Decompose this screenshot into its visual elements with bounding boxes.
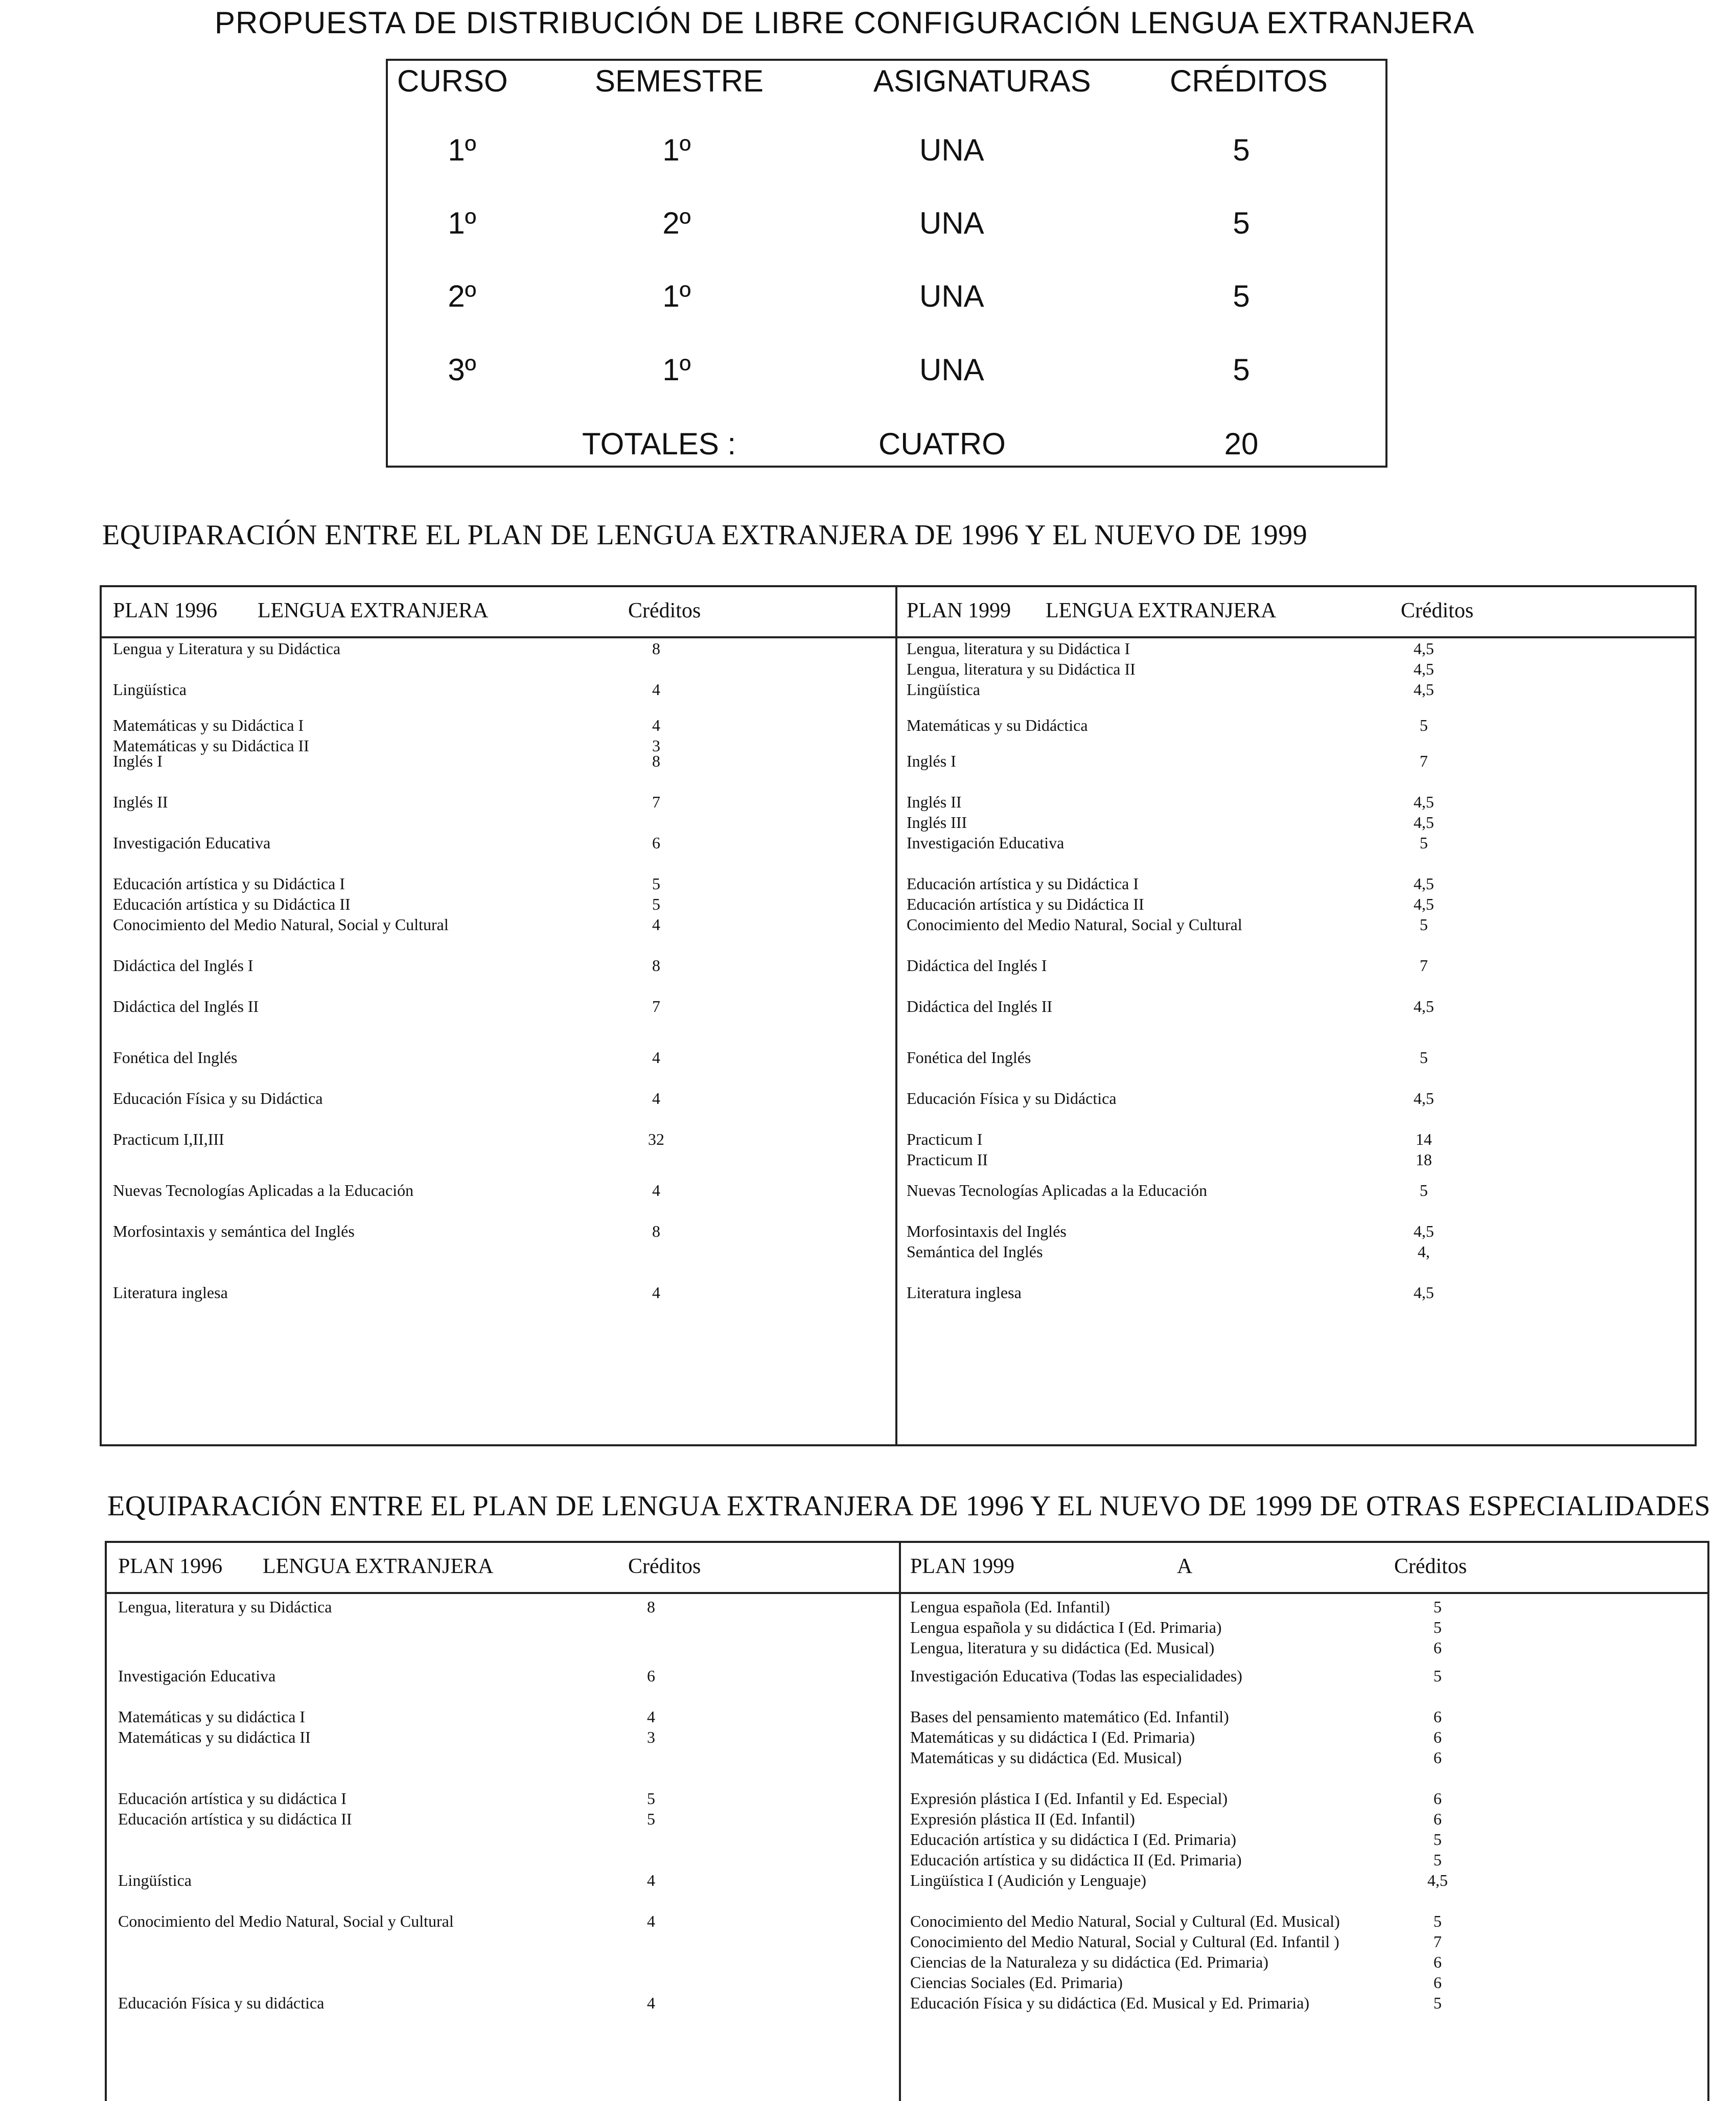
subject-credits: 5 bbox=[652, 895, 660, 913]
subject-line bbox=[897, 996, 1695, 1017]
table-row bbox=[897, 715, 1695, 735]
subject-name: Educación artística y su didáctica I bbox=[118, 1789, 346, 1808]
area-label: LENGUA EXTRANJERA bbox=[1046, 599, 1277, 622]
table-row bbox=[901, 1788, 1707, 1870]
subject-name: Didáctica del Inglés II bbox=[907, 997, 1053, 1015]
subject-line bbox=[901, 1809, 1707, 1829]
subject-credits: 4 bbox=[647, 1871, 655, 1889]
subject-name: Educación artística y su Didáctica II bbox=[907, 895, 1144, 913]
subject-name: Educación artística y su Didáctica I bbox=[907, 874, 1139, 893]
subject-credits: 4,5 bbox=[1414, 1089, 1434, 1107]
header-creditos: CRÉDITOS bbox=[1170, 64, 1328, 98]
subject-line bbox=[897, 1129, 1695, 1149]
subject-line bbox=[897, 1088, 1695, 1109]
subject-name: Inglés III bbox=[907, 813, 967, 832]
subject-line bbox=[897, 894, 1695, 914]
credits-label: Créditos bbox=[1394, 1555, 1467, 1578]
table-row bbox=[107, 1870, 899, 1890]
subject-line bbox=[897, 792, 1695, 812]
table-row bbox=[897, 955, 1695, 976]
subject-line bbox=[897, 1149, 1695, 1170]
subject-credits: 6 bbox=[1433, 1728, 1442, 1746]
cell-curso: 3º bbox=[448, 353, 476, 387]
subject-credits: 4,5 bbox=[1427, 1871, 1448, 1889]
table-row bbox=[897, 638, 1695, 679]
subject-line bbox=[107, 1727, 899, 1747]
table-row bbox=[897, 833, 1695, 853]
subject-line bbox=[102, 1180, 895, 1200]
subject-credits: 32 bbox=[648, 1130, 664, 1148]
subject-line bbox=[897, 1221, 1695, 1241]
table-row bbox=[102, 914, 895, 935]
cell-semestre: 1º bbox=[662, 133, 691, 167]
table-row bbox=[102, 1221, 895, 1241]
table-row bbox=[102, 715, 895, 756]
table-row bbox=[897, 792, 1695, 833]
subject-credits: 6 bbox=[1433, 1638, 1442, 1657]
subject-line bbox=[107, 1706, 899, 1727]
proposal-totals-row bbox=[388, 424, 1385, 465]
subject-credits: 5 bbox=[1433, 1912, 1442, 1930]
subject-line bbox=[102, 715, 895, 735]
subject-name: Didáctica del Inglés II bbox=[113, 997, 259, 1015]
subject-credits: 8 bbox=[647, 1598, 655, 1616]
header-semestre: SEMESTRE bbox=[595, 64, 764, 98]
subject-credits: 4 bbox=[652, 1283, 660, 1302]
subject-name: Lengua, literatura y su Didáctica bbox=[118, 1598, 332, 1616]
table-row bbox=[901, 1597, 1707, 1658]
subject-name: Conocimiento del Medio Natural, Social y Cultural bbox=[113, 915, 449, 934]
subject-credits: 4,5 bbox=[1414, 997, 1434, 1015]
subject-credits: 18 bbox=[1416, 1150, 1432, 1169]
subject-line bbox=[897, 1282, 1695, 1303]
subject-line bbox=[107, 1788, 899, 1809]
subject-line bbox=[102, 792, 895, 812]
subject-credits: 5 bbox=[1433, 1851, 1442, 1869]
subject-line bbox=[897, 638, 1695, 659]
cell-asignaturas: UNA bbox=[919, 279, 984, 313]
cell-curso: 2º bbox=[448, 279, 476, 313]
subject-name: Educación artística y su didáctica II bbox=[118, 1810, 352, 1828]
subject-credits: 8 bbox=[652, 752, 660, 770]
cell-curso: 1º bbox=[448, 206, 476, 240]
cell-creditos: 5 bbox=[1233, 206, 1250, 240]
subject-credits: 4,5 bbox=[1414, 1222, 1434, 1240]
subject-line bbox=[102, 1047, 895, 1068]
proposal-row bbox=[388, 203, 1385, 244]
header-asignaturas: ASIGNATURAS bbox=[873, 64, 1091, 98]
subject-line bbox=[901, 1666, 1707, 1686]
cell-semestre: 1º bbox=[662, 279, 691, 313]
subject-name: Morfosintaxis y semántica del Inglés bbox=[113, 1222, 355, 1240]
subject-line bbox=[897, 1047, 1695, 1068]
table-row bbox=[901, 1993, 1707, 2013]
cell-asignaturas: UNA bbox=[919, 133, 984, 167]
subject-name: Matemáticas y su Didáctica II bbox=[113, 736, 309, 755]
subject-name: Lingüística bbox=[118, 1871, 192, 1889]
subject-line bbox=[901, 1706, 1707, 1727]
subject-name: Lengua española y su didáctica I (Ed. Primaria) bbox=[910, 1618, 1222, 1636]
cell-asignaturas: UNA bbox=[919, 353, 984, 387]
subject-name: Lengua, literatura y su didáctica (Ed. Musical) bbox=[910, 1638, 1215, 1657]
subject-line bbox=[107, 1597, 899, 1617]
subject-name: Didáctica del Inglés I bbox=[113, 956, 253, 975]
table-row bbox=[901, 1870, 1707, 1890]
subject-line bbox=[102, 833, 895, 853]
subject-line bbox=[897, 914, 1695, 935]
subject-credits: 8 bbox=[652, 956, 660, 975]
table-row bbox=[102, 679, 895, 700]
subject-name: Lengua española (Ed. Infantil) bbox=[910, 1598, 1110, 1616]
totals-label: TOTALES : bbox=[582, 427, 736, 461]
subject-line bbox=[901, 1870, 1707, 1890]
table-row bbox=[102, 1282, 895, 1303]
subject-name: Bases del pensamiento matemático (Ed. Infantil) bbox=[910, 1707, 1229, 1726]
subject-line bbox=[901, 1993, 1707, 2013]
table-row bbox=[897, 873, 1695, 914]
subject-line bbox=[897, 812, 1695, 833]
subject-line bbox=[901, 1931, 1707, 1952]
subject-name: Literatura inglesa bbox=[907, 1283, 1022, 1302]
credits-label: Créditos bbox=[628, 1555, 701, 1578]
subject-credits: 4,5 bbox=[1414, 793, 1434, 811]
proposal-row bbox=[388, 350, 1385, 390]
plan-1996-column bbox=[107, 1543, 899, 2101]
cell-curso: 1º bbox=[448, 133, 476, 167]
subject-credits: 4,5 bbox=[1414, 895, 1434, 913]
subject-line bbox=[897, 873, 1695, 894]
subject-credits: 6 bbox=[1433, 1748, 1442, 1767]
subject-name: Matemáticas y su Didáctica I bbox=[113, 716, 304, 734]
subject-line bbox=[897, 1180, 1695, 1200]
subject-name: Educación Física y su didáctica bbox=[118, 1994, 325, 2012]
table-row bbox=[897, 1282, 1695, 1303]
subject-credits: 7 bbox=[1420, 752, 1428, 770]
subject-credits: 5 bbox=[1420, 1048, 1428, 1067]
subject-credits: 5 bbox=[1433, 1994, 1442, 2012]
subject-line bbox=[107, 1666, 899, 1686]
subject-line bbox=[102, 1282, 895, 1303]
subject-name: Conocimiento del Medio Natural, Social y Cultural bbox=[118, 1912, 454, 1930]
table-row bbox=[102, 1047, 895, 1068]
table-row bbox=[102, 996, 895, 1017]
subject-name: Conocimiento del Medio Natural, Social y Cultural (Ed. Musical) bbox=[910, 1912, 1340, 1930]
subject-line bbox=[901, 1829, 1707, 1850]
table-row bbox=[102, 873, 895, 914]
table-row bbox=[897, 996, 1695, 1017]
subject-line bbox=[102, 679, 895, 700]
subject-credits: 5 bbox=[647, 1810, 655, 1828]
table-row bbox=[901, 1706, 1707, 1768]
subject-credits: 4 bbox=[647, 1994, 655, 2012]
table-row bbox=[897, 1047, 1695, 1068]
table-row bbox=[897, 914, 1695, 935]
subject-line bbox=[901, 1972, 1707, 1993]
subject-credits: 6 bbox=[1433, 1707, 1442, 1726]
subject-line bbox=[901, 1727, 1707, 1747]
table-row bbox=[107, 1788, 899, 1829]
subject-line bbox=[102, 751, 895, 771]
subject-credits: 4,5 bbox=[1414, 660, 1434, 678]
plan-1999-column bbox=[901, 1543, 1707, 2101]
subject-name: Inglés I bbox=[113, 752, 163, 770]
proposal-row bbox=[388, 276, 1385, 317]
cell-semestre: 2º bbox=[662, 206, 691, 240]
subject-name: Expresión plástica II (Ed. Infantil) bbox=[910, 1810, 1135, 1828]
table-row bbox=[897, 751, 1695, 771]
subject-credits: 3 bbox=[647, 1728, 655, 1746]
subject-line bbox=[102, 894, 895, 914]
subject-name: Investigación Educativa bbox=[113, 834, 271, 852]
subject-line bbox=[897, 715, 1695, 735]
plan-1996-header bbox=[107, 1543, 899, 1594]
subject-line bbox=[897, 751, 1695, 771]
table-row bbox=[901, 1911, 1707, 1993]
subject-credits: 6 bbox=[1433, 1973, 1442, 1992]
subject-credits: 4,5 bbox=[1414, 1283, 1434, 1302]
subject-name: Practicum II bbox=[907, 1150, 988, 1169]
table-row bbox=[102, 792, 895, 812]
subject-name: Conocimiento del Medio Natural, Social y Cultural bbox=[907, 915, 1242, 934]
subject-credits: 14 bbox=[1416, 1130, 1432, 1148]
subject-credits: 3 bbox=[652, 736, 660, 755]
subject-line bbox=[102, 638, 895, 659]
subject-line bbox=[102, 955, 895, 976]
subject-name: Conocimiento del Medio Natural, Social y Cultural (Ed. Infantil ) bbox=[910, 1932, 1339, 1951]
subject-line bbox=[901, 1952, 1707, 1972]
subject-name: Practicum I,II,III bbox=[113, 1130, 224, 1148]
area-label: LENGUA EXTRANJERA bbox=[263, 1555, 494, 1578]
table-row bbox=[901, 1666, 1707, 1686]
plan-label: PLAN 1999 bbox=[907, 599, 1011, 622]
subject-line bbox=[102, 1088, 895, 1109]
subject-line bbox=[897, 1241, 1695, 1262]
subject-credits: 5 bbox=[1420, 1181, 1428, 1199]
subject-credits: 4 bbox=[652, 915, 660, 934]
subject-name: Lengua y Literatura y su Didáctica bbox=[113, 639, 341, 658]
subject-line bbox=[901, 1788, 1707, 1809]
proposal-table bbox=[386, 59, 1387, 468]
subject-name: Lengua, literatura y su Didáctica II bbox=[907, 660, 1136, 678]
subject-line bbox=[901, 1850, 1707, 1870]
comparison1-table bbox=[100, 585, 1697, 1446]
table-row bbox=[102, 751, 895, 771]
subject-name: Fonética del Inglés bbox=[907, 1048, 1031, 1067]
subject-name: Ciencias de la Naturaleza y su didáctica (Ed. Primaria) bbox=[910, 1953, 1269, 1971]
subject-name: Educación Física y su didáctica (Ed. Musical y Ed. Primaria) bbox=[910, 1994, 1310, 2012]
table-row bbox=[102, 1088, 895, 1109]
comparison2-table bbox=[105, 1541, 1709, 2101]
subject-name: Didáctica del Inglés I bbox=[907, 956, 1047, 975]
subject-line bbox=[102, 914, 895, 935]
subject-line bbox=[102, 1221, 895, 1241]
cell-semestre: 1º bbox=[662, 353, 691, 387]
plan-1996-column bbox=[102, 587, 895, 1444]
subject-name: Semántica del Inglés bbox=[907, 1242, 1043, 1261]
subject-credits: 8 bbox=[652, 639, 660, 658]
subject-name: Investigación Educativa (Todas las especialidades) bbox=[910, 1667, 1242, 1685]
subject-credits: 7 bbox=[1420, 956, 1428, 975]
table-row bbox=[107, 1993, 899, 2013]
credits-label: Créditos bbox=[1401, 599, 1474, 622]
plan-1996-header bbox=[102, 587, 895, 638]
subject-credits: 4 bbox=[652, 1181, 660, 1199]
subject-credits: 5 bbox=[1420, 834, 1428, 852]
subject-credits: 5 bbox=[1433, 1598, 1442, 1616]
subject-name: Investigación Educativa bbox=[118, 1667, 276, 1685]
subject-credits: 8 bbox=[652, 1222, 660, 1240]
subject-name: Lingüística bbox=[113, 680, 187, 699]
table-row bbox=[102, 1180, 895, 1200]
subject-name: Educación artística y su didáctica I (Ed. Primaria) bbox=[910, 1830, 1236, 1849]
subject-line bbox=[901, 1617, 1707, 1637]
header-curso: CURSO bbox=[397, 64, 508, 98]
subject-line bbox=[901, 1747, 1707, 1768]
subject-credits: 6 bbox=[652, 834, 660, 852]
subject-credits: 4,5 bbox=[1414, 680, 1434, 699]
table-row bbox=[897, 1129, 1695, 1170]
cell-creditos: 5 bbox=[1233, 279, 1250, 313]
subject-line bbox=[901, 1597, 1707, 1617]
subject-credits: 4,5 bbox=[1414, 874, 1434, 893]
totals-credits: 20 bbox=[1224, 427, 1259, 461]
subject-line bbox=[107, 1809, 899, 1829]
table-row bbox=[107, 1911, 899, 1931]
subject-credits: 4 bbox=[652, 1089, 660, 1107]
subject-credits: 5 bbox=[1420, 716, 1428, 734]
subject-credits: 4 bbox=[652, 680, 660, 699]
subject-name: Educación artística y su Didáctica II bbox=[113, 895, 351, 913]
subject-credits: 5 bbox=[652, 874, 660, 893]
subject-name: Matemáticas y su didáctica I (Ed. Primaria) bbox=[910, 1728, 1195, 1746]
subject-name: Investigación Educativa bbox=[907, 834, 1064, 852]
plan-1999-header bbox=[897, 587, 1695, 638]
subject-name: Fonética del Inglés bbox=[113, 1048, 238, 1067]
subject-credits: 5 bbox=[1433, 1830, 1442, 1849]
proposal-row bbox=[388, 130, 1385, 171]
table-row bbox=[897, 1088, 1695, 1109]
subject-credits: 5 bbox=[1433, 1667, 1442, 1685]
subject-line bbox=[102, 996, 895, 1017]
subject-line bbox=[107, 1911, 899, 1931]
totals-subjects: CUATRO bbox=[878, 427, 1006, 461]
subject-name: Nuevas Tecnologías Aplicadas a la Educación bbox=[907, 1181, 1208, 1199]
subject-credits: 6 bbox=[1433, 1810, 1442, 1828]
table-row bbox=[102, 1129, 895, 1149]
subject-credits: 4 bbox=[647, 1912, 655, 1930]
subject-name: Morfosintaxis del Inglés bbox=[907, 1222, 1067, 1240]
cell-creditos: 5 bbox=[1233, 353, 1250, 387]
plan-1999-column bbox=[897, 587, 1695, 1444]
table-row bbox=[107, 1666, 899, 1686]
subject-credits: 4, bbox=[1418, 1242, 1430, 1261]
subject-name: Inglés I bbox=[907, 752, 956, 770]
subject-name: Lingüística bbox=[907, 680, 980, 699]
subject-name: Educación Física y su Didáctica bbox=[907, 1089, 1117, 1107]
plan-label: PLAN 1999 bbox=[910, 1555, 1015, 1578]
subject-credits: 4 bbox=[647, 1707, 655, 1726]
comparison2-title: EQUIPARACIÓN ENTRE EL PLAN DE LENGUA EXTRANJERA DE 1996 Y EL NUEVO DE 1999 DE OTRAS ESPECIALIDADES bbox=[107, 1490, 1711, 1522]
subject-name: Matemáticas y su Didáctica bbox=[907, 716, 1088, 734]
plan-1999-header bbox=[901, 1543, 1707, 1594]
subject-line bbox=[897, 659, 1695, 679]
subject-name: Literatura inglesa bbox=[113, 1283, 228, 1302]
table-row bbox=[102, 955, 895, 976]
table-row bbox=[897, 1180, 1695, 1200]
table-row bbox=[107, 1597, 899, 1617]
subject-line bbox=[107, 1993, 899, 2013]
subject-name: Matemáticas y su didáctica II bbox=[118, 1728, 311, 1746]
subject-line bbox=[102, 873, 895, 894]
subject-credits: 4,5 bbox=[1414, 813, 1434, 832]
subject-name: Ciencias Sociales (Ed. Primaria) bbox=[910, 1973, 1123, 1992]
subject-name: Educación Física y su Didáctica bbox=[113, 1089, 323, 1107]
subject-name: Matemáticas y su didáctica (Ed. Musical) bbox=[910, 1748, 1182, 1767]
subject-line bbox=[102, 1129, 895, 1149]
subject-line bbox=[897, 955, 1695, 976]
area-label: A bbox=[1177, 1555, 1193, 1578]
subject-credits: 4,5 bbox=[1414, 639, 1434, 658]
cell-creditos: 5 bbox=[1233, 133, 1250, 167]
subject-credits: 7 bbox=[652, 997, 660, 1015]
subject-credits: 6 bbox=[1433, 1953, 1442, 1971]
plan-label: PLAN 1996 bbox=[113, 599, 218, 622]
subject-name: Nuevas Tecnologías Aplicadas a la Educación bbox=[113, 1181, 414, 1199]
comparison1-title: EQUIPARACIÓN ENTRE EL PLAN DE LENGUA EXTRANJERA DE 1996 Y EL NUEVO DE 1999 bbox=[102, 519, 1308, 551]
proposal-header-row bbox=[388, 61, 1385, 102]
subject-name: Matemáticas y su didáctica I bbox=[118, 1707, 306, 1726]
subject-line bbox=[897, 679, 1695, 700]
credits-label: Créditos bbox=[628, 599, 701, 622]
table-row bbox=[107, 1706, 899, 1747]
subject-credits: 6 bbox=[1433, 1789, 1442, 1808]
subject-line bbox=[901, 1911, 1707, 1931]
subject-credits: 5 bbox=[1420, 915, 1428, 934]
cell-asignaturas: UNA bbox=[919, 206, 984, 240]
table-row bbox=[897, 679, 1695, 700]
subject-name: Practicum I bbox=[907, 1130, 983, 1148]
plan-label: PLAN 1996 bbox=[118, 1555, 223, 1578]
subject-credits: 5 bbox=[1433, 1618, 1442, 1636]
table-row bbox=[102, 833, 895, 853]
proposal-title: PROPUESTA DE DISTRIBUCIÓN DE LIBRE CONFIGURACIÓN LENGUA EXTRANJERA bbox=[215, 6, 1475, 40]
subject-line bbox=[897, 833, 1695, 853]
subject-line bbox=[901, 1637, 1707, 1658]
subject-credits: 5 bbox=[647, 1789, 655, 1808]
subject-credits: 4 bbox=[652, 716, 660, 734]
table-row bbox=[897, 1221, 1695, 1262]
table-row bbox=[102, 638, 895, 659]
subject-line bbox=[107, 1870, 899, 1890]
subject-name: Inglés II bbox=[907, 793, 962, 811]
subject-name: Lengua, literatura y su Didáctica I bbox=[907, 639, 1130, 658]
area-label: LENGUA EXTRANJERA bbox=[258, 599, 489, 622]
subject-name: Inglés II bbox=[113, 793, 168, 811]
subject-credits: 7 bbox=[1433, 1932, 1442, 1951]
subject-credits: 4 bbox=[652, 1048, 660, 1067]
subject-credits: 7 bbox=[652, 793, 660, 811]
subject-name: Educación artística y su didáctica II (Ed. Primaria) bbox=[910, 1851, 1242, 1869]
subject-name: Lingüística I (Audición y Lenguaje) bbox=[910, 1871, 1147, 1889]
subject-credits: 6 bbox=[647, 1667, 655, 1685]
subject-name: Educación artística y su Didáctica I bbox=[113, 874, 345, 893]
subject-name: Expresión plástica I (Ed. Infantil y Ed. Especial) bbox=[910, 1789, 1228, 1808]
